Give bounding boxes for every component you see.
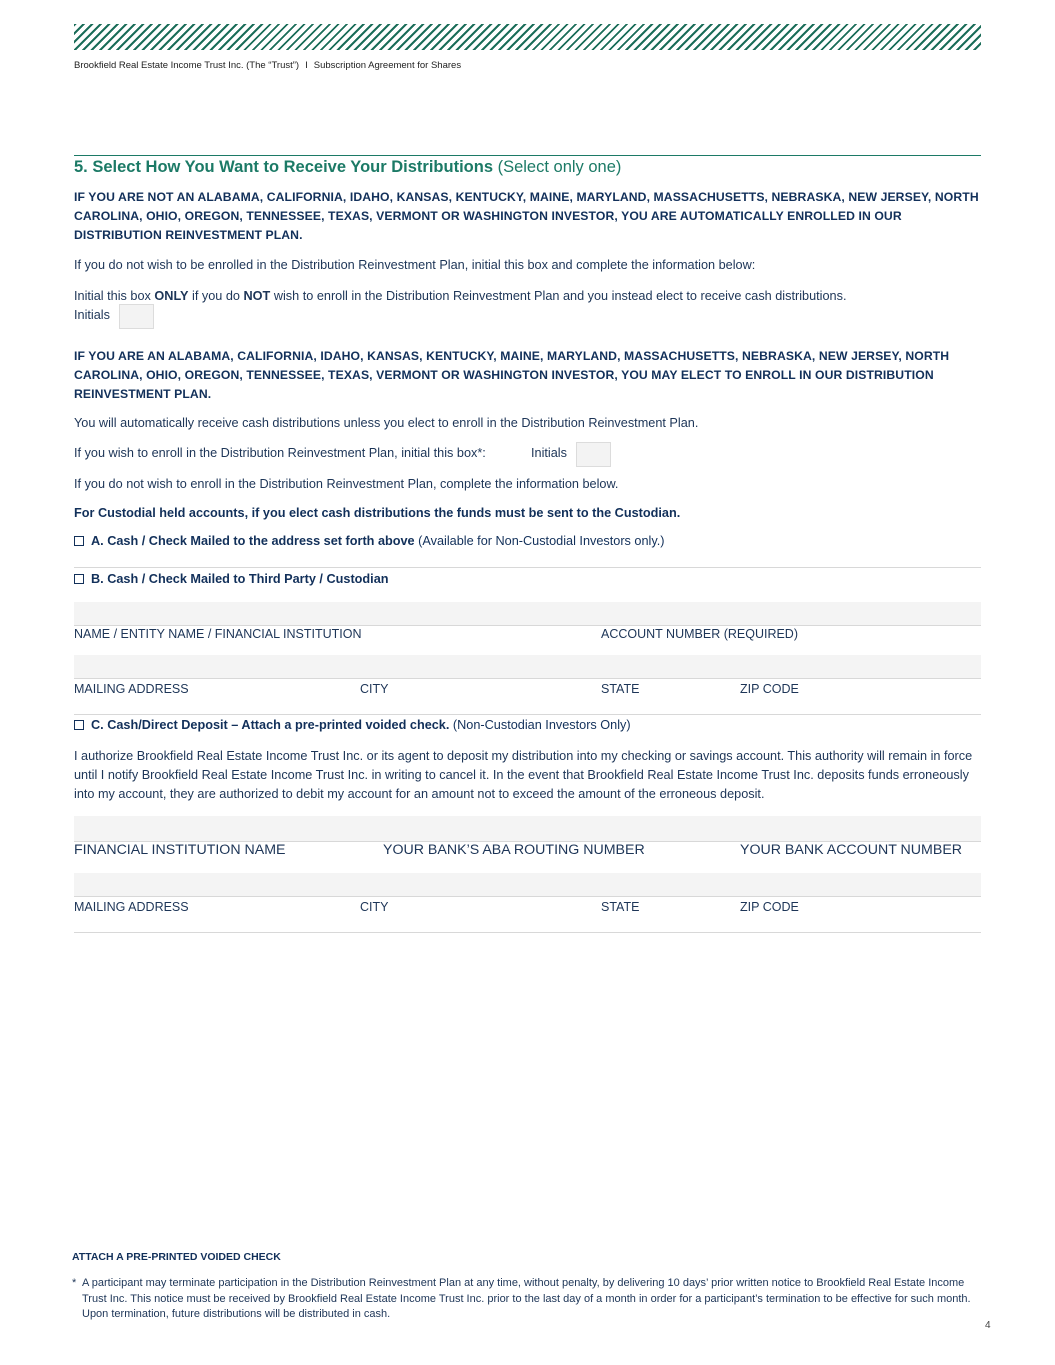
instruction-text: Initial this box [74, 289, 155, 303]
label-zip-code: ZIP CODE [740, 900, 799, 914]
field-underline [74, 896, 981, 897]
custodial-note: For Custodial held accounts, if you elect cash distributions the funds must be sent to the Custodian. [74, 506, 681, 520]
section-title-text: 5. Select How You Want to Receive Your Distributions [74, 158, 493, 176]
label-city: CITY [360, 900, 389, 914]
header-hatch-band [74, 24, 981, 50]
divider [74, 714, 981, 715]
section-rule [74, 155, 981, 156]
opt-out-initial-instruction [74, 287, 981, 306]
option-b-checkbox[interactable] [74, 574, 84, 584]
initials-box-enroll[interactable] [576, 442, 611, 467]
label-state: STATE [601, 682, 640, 696]
option-b-address-field[interactable] [74, 655, 981, 678]
label-mailing-address: MAILING ADDRESS [74, 900, 189, 914]
option-c-address-field[interactable] [74, 873, 981, 896]
option-c[interactable] [74, 718, 631, 732]
initials-box-opt-out[interactable] [119, 304, 154, 329]
footnote-mark: * [72, 1277, 77, 1289]
section-title [74, 158, 621, 177]
label-zip-code: ZIP CODE [740, 682, 799, 696]
emphasis-not: NOT [243, 289, 271, 303]
option-b-name-account-field[interactable] [74, 602, 981, 625]
option-a[interactable] [74, 534, 665, 548]
option-a-label: A. Cash / Check Mailed to the address set forth above [91, 534, 415, 548]
no-enroll-instruction: If you do not wish to enroll in the Distribution Reinvestment Plan, complete the information below. [74, 477, 619, 491]
non-state-investor-notice: IF YOU ARE NOT AN ALABAMA, CALIFORNIA, IDAHO, KANSAS, KENTUCKY, MAINE, MARYLAND, MASSACHUSETTS, NEBRASKA, NEW JERSEY, NORTH CAROLINA, OHIO, OREGON, TENNESSEE, TEXAS, VERMONT OR WASHINGTON INVESTOR, YOU ARE AUTOMATICALLY ENROLLED IN OUR DISTRIBUTION REINVESTMENT PLAN. [74, 190, 979, 242]
label-city: CITY [360, 682, 389, 696]
header-separator: I [305, 60, 308, 71]
label-mailing-address: MAILING ADDRESS [74, 682, 189, 696]
attach-voided-check-label: ATTACH A PRE-PRINTED VOIDED CHECK [72, 1251, 281, 1263]
label-account-number: ACCOUNT NUMBER (REQUIRED) [601, 627, 798, 641]
option-b[interactable] [74, 572, 389, 586]
document-subtitle: Subscription Agreement for Shares [313, 60, 462, 71]
label-financial-institution-name: FINANCIAL INSTITUTION NAME [74, 842, 286, 858]
instruction-text: wish to enroll in the Distribution Reinvestment Plan and you instead elect to receive cash distributions. [270, 289, 847, 303]
initials-label-1: Initials [74, 308, 110, 322]
option-b-label: B. Cash / Check Mailed to Third Party / Custodian [91, 572, 389, 586]
section-qualifier: (Select only one) [497, 158, 622, 176]
field-underline [74, 625, 981, 626]
page-number: 4 [985, 1320, 991, 1331]
option-c-label: C. Cash/Direct Deposit – Attach a pre-printed voided check. [91, 718, 450, 732]
label-bank-account-number: YOUR BANK ACCOUNT NUMBER [740, 842, 963, 858]
field-underline [74, 678, 981, 679]
emphasis-only: ONLY [154, 289, 189, 303]
state-investor-notice: IF YOU ARE AN ALABAMA, CALIFORNIA, IDAHO, KANSAS, KENTUCKY, MAINE, MARYLAND, MASSACHUSETTS, NEBRASKA, NEW JERSEY, NORTH CAROLINA, OHIO, OREGON, TENNESSEE, TEXAS, VERMONT OR WASHINGTON INVESTOR, YOU MAY ELECT TO ENROLL IN OUR DISTRIBUTION REINVESTMENT PLAN. [74, 349, 950, 401]
initials-label-2: Initials [531, 446, 567, 460]
option-c-note: (Non-Custodian Investors Only) [452, 718, 631, 732]
option-a-checkbox[interactable] [74, 536, 84, 546]
running-header [74, 60, 461, 71]
document-name: Brookfield Real Estate Income Trust Inc. (The “Trust”) [74, 60, 300, 71]
label-aba-routing-number: YOUR BANK’S ABA ROUTING NUMBER [383, 842, 645, 858]
option-a-note: (Available for Non-Custodial Investors only.) [418, 534, 665, 548]
divider [74, 567, 981, 568]
instruction-text: if you do [188, 289, 244, 303]
divider [74, 932, 981, 933]
opt-out-instruction: If you do not wish to be enrolled in the Distribution Reinvestment Plan, initial this box and complete the information below: [74, 258, 756, 272]
option-c-bank-field[interactable] [74, 816, 981, 841]
direct-deposit-authorization: I authorize Brookfield Real Estate Income Trust Inc. or its agent to deposit my distribution into my checking or savings account. This authority will remain in force until I notify Brookfield Real Estate Income Trust Inc. in writing to cancel it. In the event that Brookfield Real Estate Income Trust Inc. deposits funds erroneously into my account, they are authorized to debit my account for an amount not to exceed the amount of the erroneous deposit. [74, 749, 973, 801]
enroll-instruction: If you wish to enroll in the Distribution Reinvestment Plan, initial this box*: [74, 446, 486, 460]
footnote-text: A participant may terminate participation in the Distribution Reinvestment Plan at any time, without penalty, by delivering 10 days’ prior written notice to Brookfield Real Estate Income Trust Inc. This notice must be received by Brookfield Real Estate Income Trust Inc. prior to the last day of a month in order for a participant’s termination to be effective for such month. Upon termination, future distributions will be distributed in cash. [82, 1277, 971, 1320]
option-c-checkbox[interactable] [74, 720, 84, 730]
label-entity-name: NAME / ENTITY NAME / FINANCIAL INSTITUTION [74, 627, 362, 641]
label-state: STATE [601, 900, 640, 914]
cash-default-text: You will automatically receive cash distributions unless you elect to enroll in the Distribution Reinvestment Plan. [74, 416, 699, 430]
footnote [72, 1276, 972, 1323]
